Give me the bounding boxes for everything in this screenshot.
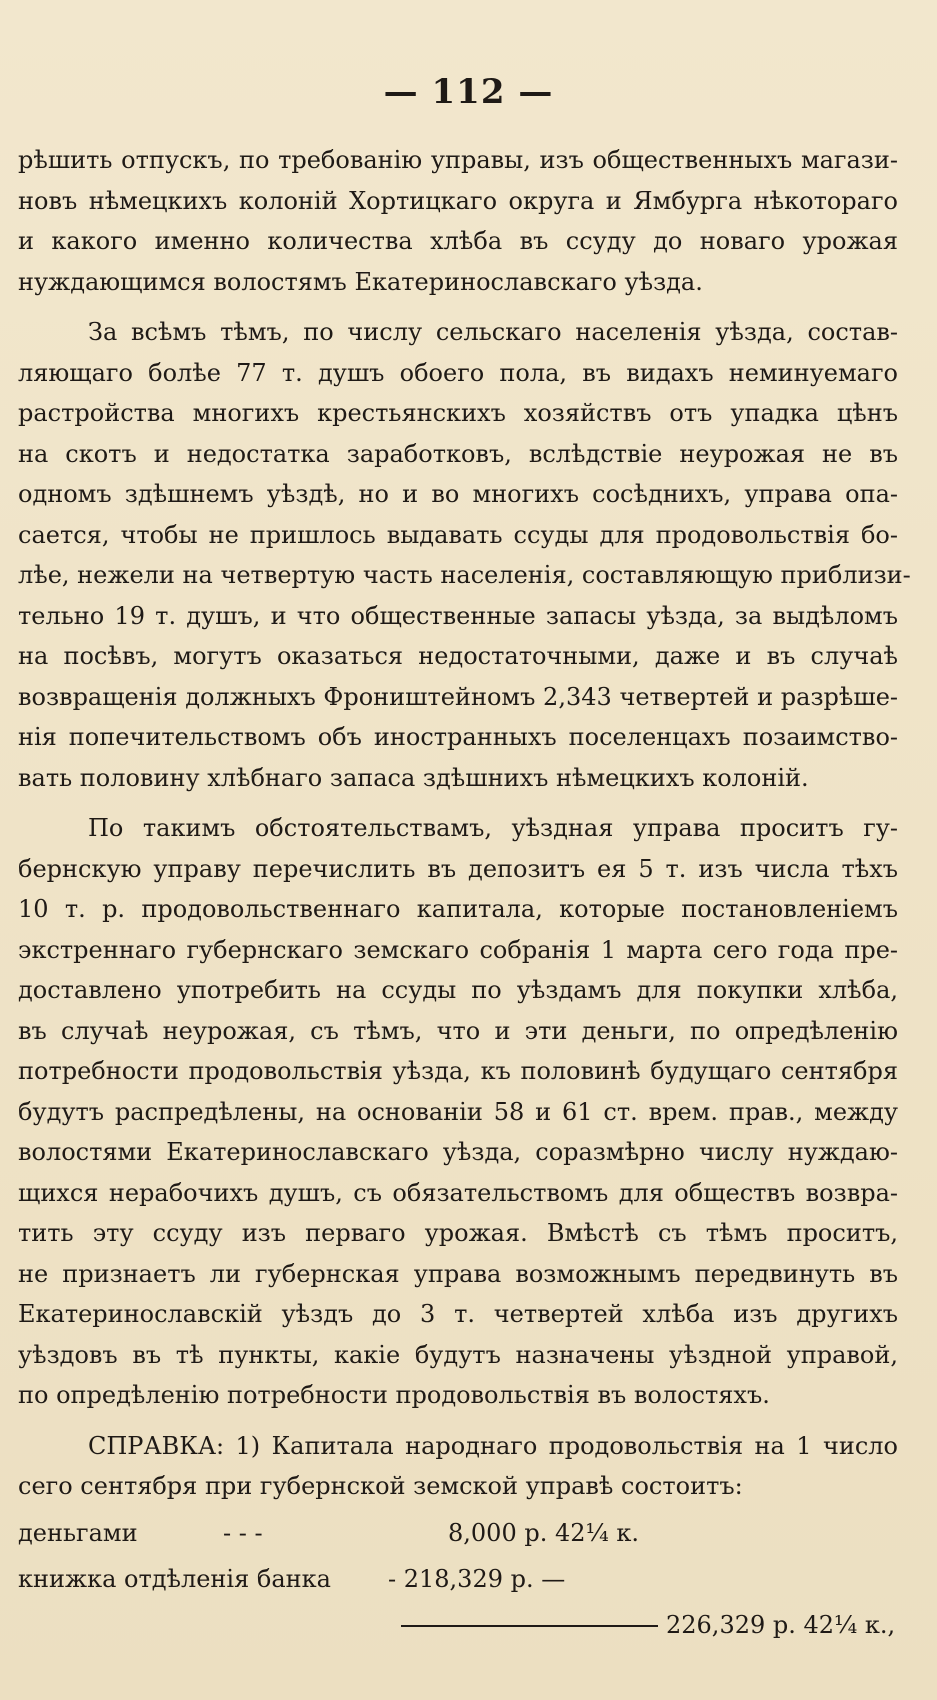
cash-dashes: - - - (223, 1518, 263, 1547)
page-number: — 112 — (383, 72, 554, 112)
total-entry (18, 1605, 898, 1651)
text-line: растройства многихъ крестьянскихъ хозяйствъ отъ упадка цѣнъ (18, 399, 898, 427)
text-line: по опредѣленію потребности продовольствія въ волостяхъ. (18, 1381, 770, 1409)
paragraph-1 (18, 140, 898, 302)
text-line: уѣздовъ въ тѣ пункты, какіе будутъ назначены уѣздной управой, (18, 1340, 898, 1369)
text-line: на посѣвъ, могутъ оказаться недостаточными, даже и въ случаѣ (18, 642, 898, 670)
bank-label: книжка отдѣленія банка (18, 1564, 331, 1593)
text-line: тельно 19 т. душъ, и что общественные запасы уѣзда, за выдѣломъ (18, 601, 898, 630)
text-line: не признаетъ ли губернская управа возможнымъ передвинуть въ (18, 1259, 898, 1288)
cash-value: 8,000 р. 42¼ к. (448, 1518, 640, 1547)
text-line: сается, чтобы не пришлось выдавать ссуды для продовольствія бо- (18, 520, 898, 549)
text-line: сего сентября при губернской земской управѣ состоитъ: (18, 1472, 743, 1500)
sum-rule (401, 1625, 658, 1627)
text-line: доставлено употребить на ссуды по уѣздамъ для покупки хлѣба, (18, 976, 898, 1004)
text-line: рѣшить отпускъ, по требованію управы, изъ общественныхъ магази- (18, 146, 898, 174)
text-line: По такимъ обстоятельствамъ, уѣздная управа проситъ гу- (88, 814, 898, 842)
text-line: экстреннаго губернскаго земскаго собранія 1 марта сего года пре- (18, 935, 898, 964)
text-line: 10 т. р. продовольственнаго капитала, которые постановленіемъ (18, 895, 898, 923)
text-line: лѣе, нежели на четвертую часть населенія, составляющую приблизи- (18, 561, 911, 589)
text-line: За всѣмъ тѣмъ, по числу сельскаго населенія уѣзда, состав- (88, 318, 898, 346)
paragraph-3 (18, 808, 898, 1416)
text-line: нія попечительствомъ объ иностранныхъ поселенцахъ позаимство- (18, 723, 898, 751)
text-line: потребности продовольствія уѣзда, къ половинѣ будущаго сентября (18, 1057, 898, 1085)
spravka-paragraph (18, 1426, 898, 1507)
text-line: въ случаѣ неурожая, съ тѣмъ, что и эти деньги, по опредѣленію (18, 1016, 898, 1045)
bank-entry (18, 1559, 898, 1605)
page-body (18, 140, 911, 1651)
text-line: волостями Екатеринославскаго уѣзда, соразмѣрно числу нуждаю- (18, 1138, 898, 1166)
text-line: вать половину хлѣбнаго запаса здѣшнихъ нѣмецкихъ колоній. (18, 763, 809, 792)
cash-label: деньгами (18, 1518, 138, 1547)
text-line: возвращенія должныхъ Фроништейномъ 2,343 четвертей и разрѣше- (18, 682, 898, 711)
total-value: 226,329 р. 42¼ к., (666, 1610, 896, 1639)
text-line: щихся нерабочихъ душъ, съ обязательствомъ для обществъ возвра- (18, 1178, 898, 1207)
text-line: Екатеринославскій уѣздъ до 3 т. четвертей хлѣба изъ другихъ (18, 1300, 898, 1328)
text-line: одномъ здѣшнемъ уѣздѣ, но и во многихъ сосѣднихъ, управа опа- (18, 480, 898, 508)
text-line: тить эту ссуду изъ перваго урожая. Вмѣстѣ съ тѣмъ проситъ, (18, 1219, 898, 1247)
text-line: и какого именно количества хлѣба въ ссуду до новаго урожая (18, 227, 898, 255)
cash-entry (18, 1513, 898, 1559)
text-line: нуждающимся волостямъ Екатеринославскаго уѣзда. (18, 267, 703, 296)
text-line: бернскую управу перечислить въ депозитъ ея 5 т. изъ числа тѣхъ (18, 854, 898, 883)
text-line: на скотъ и недостатка заработковъ, вслѣдствіе неурожая не въ (18, 439, 898, 468)
text-line: СПРАВКА: 1) Капитала народнаго продовольствія на 1 число (88, 1431, 898, 1460)
text-line: будутъ распредѣлены, на основаніи 58 и 61 ст. врем. прав., между (18, 1097, 898, 1126)
text-line: новъ нѣмецкихъ колоній Хортицкаго округа и Ямбурга нѣкотораго (18, 186, 898, 215)
bank-value: - 218,329 р. — (388, 1564, 566, 1593)
text-line: ляющаго болѣе 77 т. душъ обоего пола, въ видахъ неминуемаго (18, 358, 898, 387)
paragraph-2 (18, 312, 911, 798)
